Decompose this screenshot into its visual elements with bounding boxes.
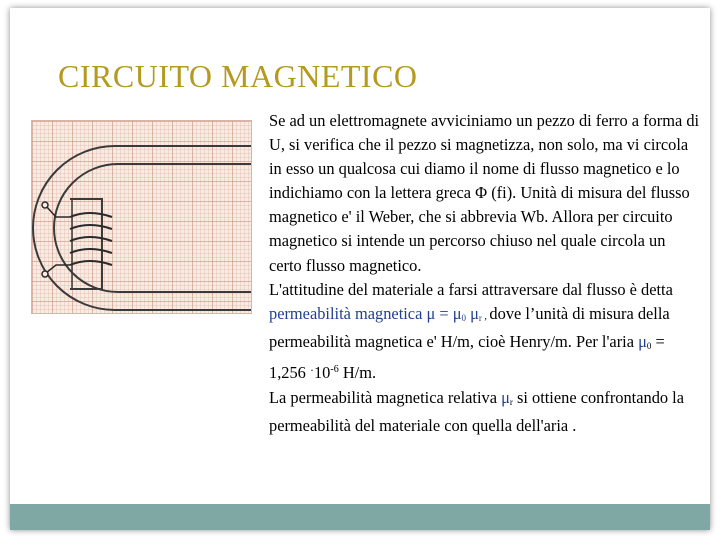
paragraph-relativa [269, 386, 701, 438]
air-exponent: -6 [330, 363, 339, 375]
air-ten: 10 [313, 362, 331, 382]
air-dot: · [309, 362, 314, 377]
u-core-drawing [32, 121, 251, 313]
air-unit: H/m. [338, 362, 377, 382]
air-value: = 1,256 [269, 331, 665, 382]
slide-title: CIRCUITO MAGNETICO [58, 58, 418, 94]
formula-subr: r [478, 312, 482, 323]
formula-mu0: μ [452, 303, 462, 323]
p2-lead: L'attitudine del materiale a farsi attraversare dal flusso è detta [269, 279, 673, 299]
electromagnet-figure [31, 120, 252, 314]
rel-mu: μ [501, 388, 510, 408]
formula-mur: μ [470, 303, 479, 323]
p3-lead: La permeabilità magnetica relativa [269, 388, 502, 408]
p2-mid: dove l’unità di misura della permeabilità magnetica e' H/m, cioè Henry/m. Per l'aria [269, 303, 670, 351]
footer-bar [10, 504, 710, 530]
paragraph-flusso: Se ad un elettromagnete avviciniamo un pezzo di ferro a forma di U, si verifica che il pezzo si magnetizza, non solo, ma vi circola in esso un qualcosa cui diamo il nome di flusso magnetico e lo indichiamo con la lettera greca Φ (fi). Unità di misura del flusso magnetico e' il Weber, che si abbrevia Wb. Allora per circuito magnetico si intende un percorso chiuso nel quale circola un certo flusso magnetico. [269, 111, 700, 275]
air-mu: μ [638, 331, 647, 351]
rel-sub: r [509, 397, 513, 408]
formula-equals: = [435, 303, 453, 323]
formula-sub0: 0 [461, 312, 467, 323]
p2-comma: , [481, 310, 490, 322]
slide-body [269, 109, 701, 438]
formula-permeability [426, 304, 481, 323]
air-sub: 0 [646, 340, 652, 351]
term-permeabilita-magnetica: permeabilità magnetica [269, 303, 423, 323]
paragraph-permeabilita [269, 278, 701, 386]
p3-rest: si ottiene confrontando la permeabilità del materiale con quella dell'aria . [269, 388, 685, 436]
formula-mu: μ [426, 303, 436, 323]
